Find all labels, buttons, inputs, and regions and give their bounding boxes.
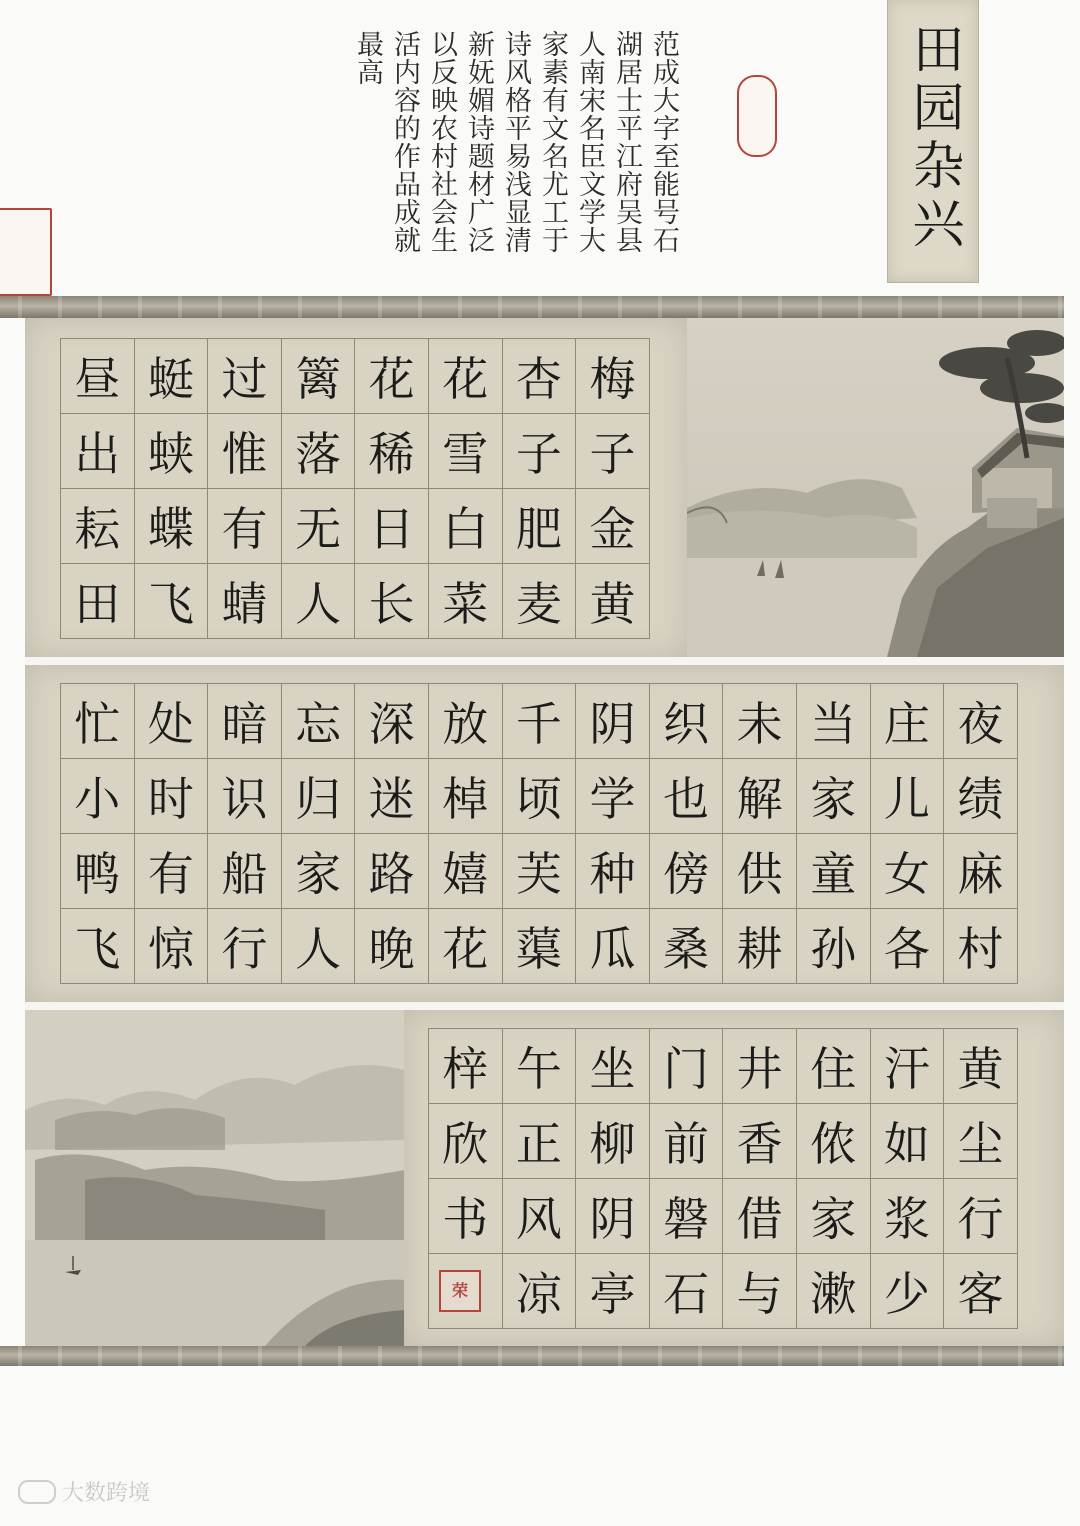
grid-cell: 梅 bbox=[576, 339, 650, 414]
grid-cell: 尘 bbox=[944, 1104, 1018, 1179]
grid-cell: 桑 bbox=[650, 909, 724, 984]
grid-cell: 借 bbox=[723, 1179, 797, 1254]
page-title: 田园杂兴 bbox=[903, 22, 963, 254]
grid-cell: 客 bbox=[944, 1254, 1018, 1329]
corner-seal bbox=[0, 208, 52, 296]
grid-cell: 家 bbox=[282, 834, 356, 909]
grid-cell: 日 bbox=[355, 489, 429, 564]
grid-cell: 柳 bbox=[576, 1104, 650, 1179]
grid-cell: 有 bbox=[208, 489, 282, 564]
grid-cell: 欣 bbox=[429, 1104, 503, 1179]
grid-cell: 儿 bbox=[871, 759, 945, 834]
grid-cell: 鸭 bbox=[61, 834, 135, 909]
grid-cell: 凉 bbox=[503, 1254, 577, 1329]
grid-cell: 亭 bbox=[576, 1254, 650, 1329]
grid-cell: 小 bbox=[61, 759, 135, 834]
grid-cell: 深 bbox=[355, 684, 429, 759]
grid-cell: 夜 bbox=[944, 684, 1018, 759]
grid-cell: 金 bbox=[576, 489, 650, 564]
grid-cell: 迷 bbox=[355, 759, 429, 834]
grid-cell: 井 bbox=[723, 1029, 797, 1104]
grid-cell: 石 bbox=[650, 1254, 724, 1329]
grid-cell: 蜓 bbox=[135, 339, 209, 414]
grid-cell: 嬉 bbox=[429, 834, 503, 909]
grid-cell: 暗 bbox=[208, 684, 282, 759]
grid-cell: 落 bbox=[282, 414, 356, 489]
grid-cell: 杏 bbox=[503, 339, 577, 414]
grid-cell: 也 bbox=[650, 759, 724, 834]
village-landscape-painting bbox=[687, 318, 1064, 657]
grid-cell: 绩 bbox=[944, 759, 1018, 834]
grid-cell: 女 bbox=[871, 834, 945, 909]
grid-cell: 过 bbox=[208, 339, 282, 414]
watermark-text: 大数跨境 bbox=[62, 1481, 151, 1506]
grid-cell: 坐 bbox=[576, 1029, 650, 1104]
grid-cell: 行 bbox=[208, 909, 282, 984]
grid-cell: 行 bbox=[944, 1179, 1018, 1254]
grid-cell: 归 bbox=[282, 759, 356, 834]
grid-cell: 麦 bbox=[503, 564, 577, 639]
grid-cell: 风 bbox=[503, 1179, 577, 1254]
grid-cell: 篱 bbox=[282, 339, 356, 414]
grid-cell: 少 bbox=[871, 1254, 945, 1329]
grid-cell: 梓 bbox=[429, 1029, 503, 1104]
grid-cell: 阴 bbox=[576, 684, 650, 759]
grid-cell: 菜 bbox=[429, 564, 503, 639]
grid-cell: 雪 bbox=[429, 414, 503, 489]
grid-cell: 各 bbox=[871, 909, 945, 984]
grid-cell: 子 bbox=[576, 414, 650, 489]
grid-cell: 忘 bbox=[282, 684, 356, 759]
grid-cell: 蕖 bbox=[503, 909, 577, 984]
grid-cell: 蝶 bbox=[135, 489, 209, 564]
grid-cell: 未 bbox=[723, 684, 797, 759]
grid-cell: 人 bbox=[282, 909, 356, 984]
grid-cell: 黄 bbox=[576, 564, 650, 639]
poem-grid-3 bbox=[428, 1028, 1018, 1329]
watermark-logo-icon bbox=[18, 1480, 56, 1504]
grid-cell: 处 bbox=[135, 684, 209, 759]
grid-cell: 惟 bbox=[208, 414, 282, 489]
grid-cell: 家 bbox=[797, 1179, 871, 1254]
grid-cell: 子 bbox=[503, 414, 577, 489]
grid-cell: 黄 bbox=[944, 1029, 1018, 1104]
grid-cell: 当 bbox=[797, 684, 871, 759]
grid-cell: 浆 bbox=[871, 1179, 945, 1254]
grid-cell: 蜻 bbox=[208, 564, 282, 639]
grid-cell: 瓜 bbox=[576, 909, 650, 984]
river-landscape-painting bbox=[25, 1010, 404, 1346]
grid-cell: 识 bbox=[208, 759, 282, 834]
grid-cell: 稀 bbox=[355, 414, 429, 489]
grid-cell: 芙 bbox=[503, 834, 577, 909]
poem-grid-2 bbox=[60, 683, 1018, 984]
grid-cell: 侬 bbox=[797, 1104, 871, 1179]
grid-cell: 耘 bbox=[61, 489, 135, 564]
grid-cell: 庄 bbox=[871, 684, 945, 759]
grid-cell: 肥 bbox=[503, 489, 577, 564]
grid-cell: 惊 bbox=[135, 909, 209, 984]
title-box bbox=[887, 0, 979, 283]
grid-cell: 如 bbox=[871, 1104, 945, 1179]
grid-cell: 昼 bbox=[61, 339, 135, 414]
bottom-border-band bbox=[0, 1346, 1064, 1366]
grid-cell: 耕 bbox=[723, 909, 797, 984]
grid-cell: 磐 bbox=[650, 1179, 724, 1254]
grid-cell: 门 bbox=[650, 1029, 724, 1104]
grid-cell: 白 bbox=[429, 489, 503, 564]
grid-cell: 千 bbox=[503, 684, 577, 759]
grid-cell: 童 bbox=[797, 834, 871, 909]
poem-grid-1 bbox=[60, 338, 650, 639]
landscape-illustration bbox=[687, 318, 1064, 657]
grid-cell: 蛱 bbox=[135, 414, 209, 489]
grid-cell: 花 bbox=[355, 339, 429, 414]
grid-cell: 学 bbox=[576, 759, 650, 834]
top-border-band bbox=[0, 296, 1064, 318]
grid-cell: 有 bbox=[135, 834, 209, 909]
separator bbox=[25, 657, 1064, 665]
grid-cell: 麻 bbox=[944, 834, 1018, 909]
grid-cell: 村 bbox=[944, 909, 1018, 984]
grid-cell: 无 bbox=[282, 489, 356, 564]
grid-cell: 种 bbox=[576, 834, 650, 909]
grid-cell: 出 bbox=[61, 414, 135, 489]
grid-cell: 时 bbox=[135, 759, 209, 834]
grid-cell: 住 bbox=[797, 1029, 871, 1104]
signature-seal: 荣 bbox=[439, 1270, 481, 1312]
grid-cell: 长 bbox=[355, 564, 429, 639]
grid-cell: 船 bbox=[208, 834, 282, 909]
grid-cell: 忙 bbox=[61, 684, 135, 759]
separator bbox=[25, 1002, 1064, 1010]
grid-cell: 放 bbox=[429, 684, 503, 759]
grid-cell: 路 bbox=[355, 834, 429, 909]
grid-cell: 飞 bbox=[135, 564, 209, 639]
oval-seal bbox=[737, 75, 777, 157]
grid-cell: 晚 bbox=[355, 909, 429, 984]
grid-cell: 孙 bbox=[797, 909, 871, 984]
grid-cell: 顷 bbox=[503, 759, 577, 834]
grid-cell: 飞 bbox=[61, 909, 135, 984]
grid-cell: 家 bbox=[797, 759, 871, 834]
grid-cell: 香 bbox=[723, 1104, 797, 1179]
grid-cell: 花 bbox=[429, 339, 503, 414]
grid-cell: 正 bbox=[503, 1104, 577, 1179]
grid-cell: 午 bbox=[503, 1029, 577, 1104]
grid-cell: 傍 bbox=[650, 834, 724, 909]
grid-cell: 阴 bbox=[576, 1179, 650, 1254]
grid-cell: 前 bbox=[650, 1104, 724, 1179]
grid-cell: 田 bbox=[61, 564, 135, 639]
grid-cell: 解 bbox=[723, 759, 797, 834]
grid-cell: 汗 bbox=[871, 1029, 945, 1104]
river-illustration bbox=[25, 1010, 404, 1346]
grid-cell: 花 bbox=[429, 909, 503, 984]
grid-cell: 与 bbox=[723, 1254, 797, 1329]
grid-cell: 人 bbox=[282, 564, 356, 639]
grid-cell: 织 bbox=[650, 684, 724, 759]
watermark bbox=[18, 1476, 150, 1507]
grid-cell: 供 bbox=[723, 834, 797, 909]
author-intro: 范成大字至能号石湖居士平江府吴县人南宋名臣文学大家素有文名尤工于诗风格平易浅显清新妩媚诗题材广泛以反映农村社会生活内容的作品成就最高 bbox=[352, 30, 679, 254]
grid-cell: 书 bbox=[429, 1179, 503, 1254]
grid-cell: 漱 bbox=[797, 1254, 871, 1329]
grid-cell: 棹 bbox=[429, 759, 503, 834]
